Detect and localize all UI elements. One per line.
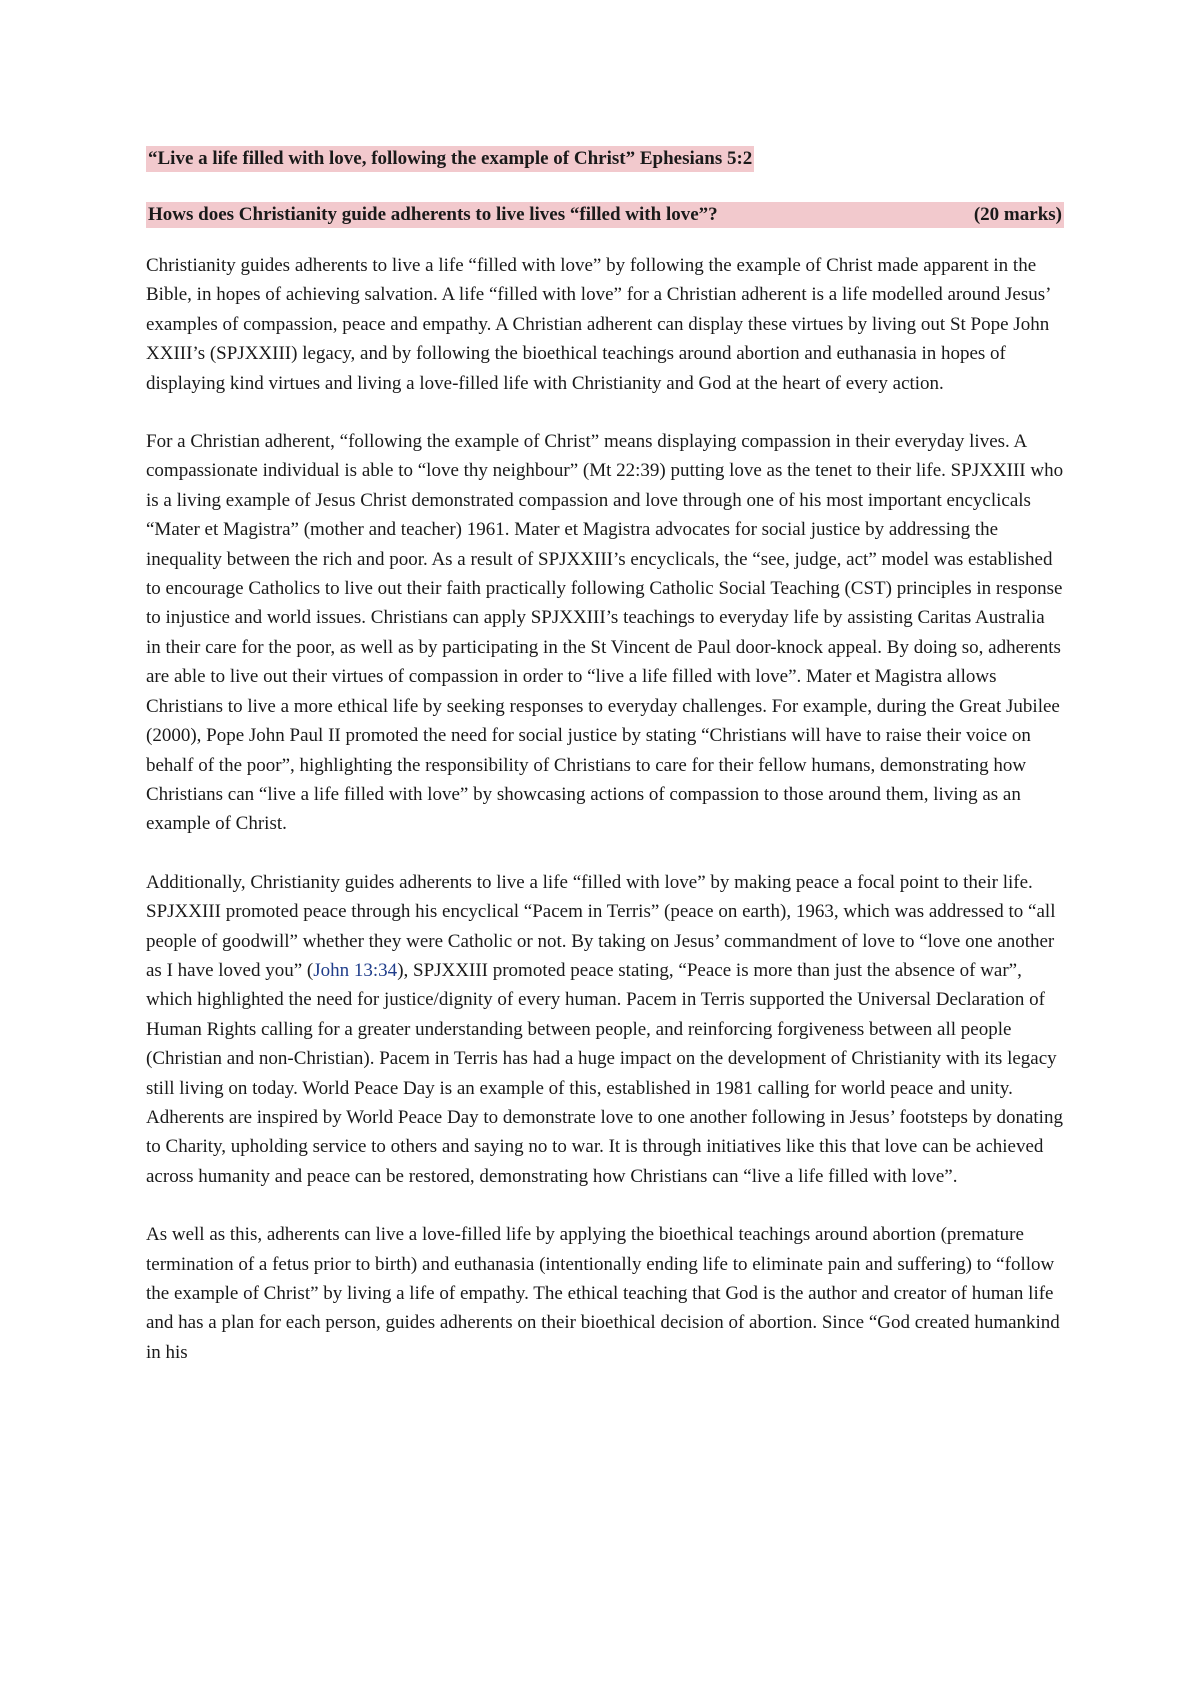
paragraph-empathy: As well as this, adherents can live a love-filled life by applying the bioethical teachings around abortion (premature termination of a fetus prior to birth) and euthanasia (intentionally ending life to eliminate pain and suffering) to “follow the example of Christ” by living a life of empathy. The ethical teaching that God is the author and creator of human life and has a plan for each person, guides adherents on their bioethical decision of abortion. Since “God created humankind in his <box>146 1224 1060 1363</box>
document-title-text: “Live a life filled with love, following the example of Christ” Ephesians 5:2 <box>148 148 753 169</box>
document-page <box>146 146 1064 1367</box>
paragraph-peace-lead: Additionally, Christianity guides adherents to live a life “filled with love” by making peace a focal point to their life. SPJXXIII promoted peace through his encyclical “Pacem in Terris” (peace on earth), 1963, which was addressed to “all people of goodwill” whether they were Catholic or not. By taking on Jesus’ commandment of love to “love one another as I have loved you” ( <box>146 871 1056 981</box>
bible-citation-link[interactable]: John 13:34 <box>313 959 398 981</box>
paragraph-compassion: For a Christian adherent, “following the example of Christ” means displaying compassion in their everyday lives. A compassionate individual is able to “love thy neighbour” (Mt 22:39) putting love as the tenet to their life. SPJXXIII who is a living example of Jesus Christ demonstrated compassion and love through one of his most important encyclicals “Mater et Magistra” (mother and teacher) 1961. Mater et Magistra advocates for social justice by addressing the inequality between the rich and poor. As a result of SPJXXIII’s encyclicals, the “see, judge, act” model was established to encourage Catholics to live out their faith practically following Catholic Social Teaching (CST) principles in response to injustice and world issues. Christians can apply SPJXXIII’s teachings to everyday life by assisting Caritas Australia in their care for the poor, as well as by participating in the St Vincent de Paul door-knock appeal. By doing so, adherents are able to live out their virtues of compassion in order to “live a life filled with love”. Mater et Magistra allows Christians to live a more ethical life by seeking responses to everyday challenges. For example, during the Great Jubilee (2000), Pope John Paul II promoted the need for social justice by stating “Christians will have to raise their voice on behalf of the poor”, highlighting the responsibility of Christians to care for their fellow humans, demonstrating how Christians can “live a life filled with love” by showcasing actions of compassion to those around them, living as an example of Christ. <box>146 431 1064 835</box>
paragraph-peace <box>146 868 1064 1191</box>
question-text: Hows does Christianity guide adherents to live lives “filled with love”? <box>148 204 718 225</box>
paragraph-peace-cite-close: ), <box>397 959 409 981</box>
document-title <box>146 146 754 172</box>
question-heading <box>146 202 1064 228</box>
paragraph-intro: Christianity guides adherents to live a life “filled with love” by following the example of Christ made apparent in the Bible, in hopes of achieving salvation. A life “filled with love” for a Christian adherent is a life modelled around Jesus’ examples of compassion, peace and empathy. A Christian adherent can display these virtues by living out St Pope John XXIII’s (SPJXXIII) legacy, and by following the bioethical teachings around abortion and euthanasia in hopes of displaying kind virtues and living a love-filled life with Christianity and God at the heart of every action. <box>146 255 1051 394</box>
marks-label: (20 marks) <box>973 204 1062 225</box>
paragraph-peace-rest: SPJXXIII promoted peace stating, “Peace is more than just the absence of war”, which highlighted the need for justice/dignity of every human. Pacem in Terris supported the Universal Declaration of Human Rights calling for a greater understanding between people, and reinforcing forgiveness between all people (Christian and non-Christian). Pacem in Terris has had a huge impact on the development of Christianity with its legacy still living on today. World Peace Day is an example of this, established in 1981 calling for world peace and unity. Adherents are inspired by World Peace Day to demonstrate love to one another following in Jesus’ footsteps by donating to Charity, upholding service to others and saying no to war. It is through initiatives like this that love can be achieved across humanity and peace can be restored, demonstrating how Christians can “live a life filled with love”. <box>146 959 1063 1187</box>
